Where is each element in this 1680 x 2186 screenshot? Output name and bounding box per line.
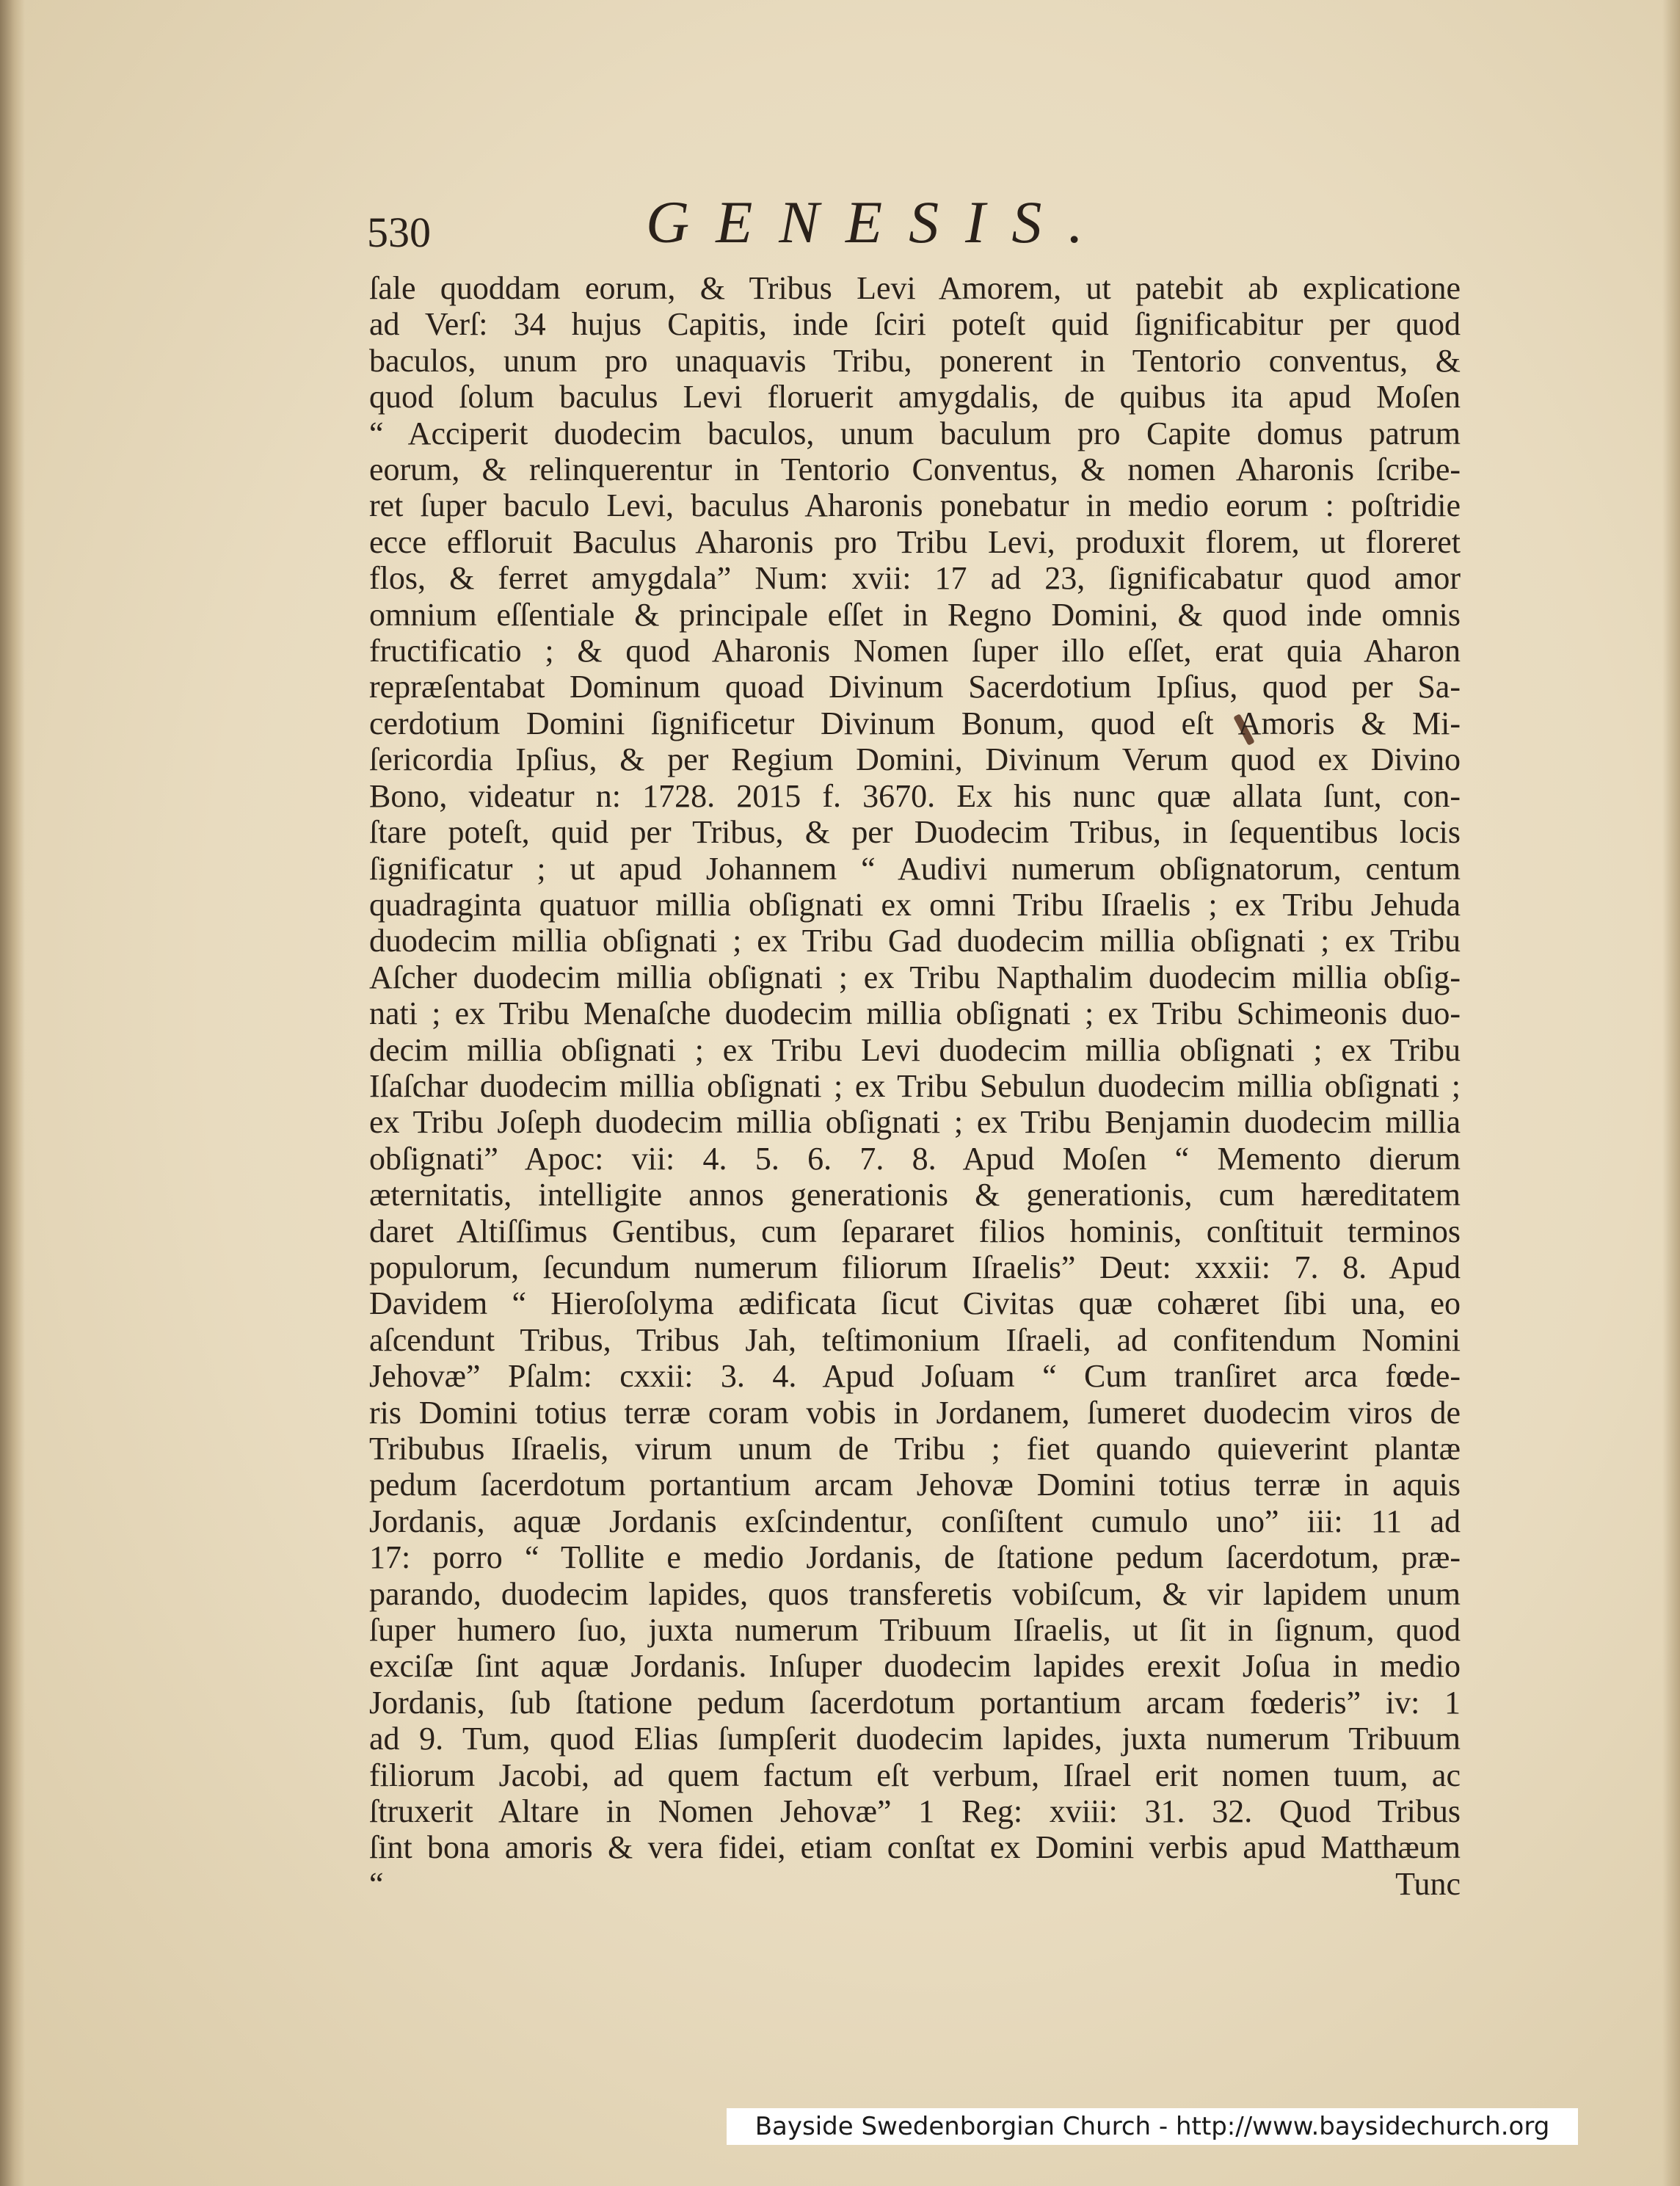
text-line: Jordanis, aquæ Jordanis exſcindentur, conſiſtent cumulo uno” iii: 11 ad [369, 1503, 1461, 1539]
page-number: 530 [367, 208, 431, 256]
text-line: ſint bona amoris & vera fidei, etiam conſtat ex Domini verbis apud Matthæum [369, 1829, 1461, 1866]
text-line: cerdotium Domini ſignificetur Divinum Bonum, quod eſt Amoris & Mi- [369, 705, 1461, 741]
page-edge-shadow [1662, 0, 1680, 2186]
text-line: ſignificatur ; ut apud Johannem “ Audivi numerum obſignatorum, centum [369, 850, 1461, 887]
text-line: quod ſolum baculus Levi floruerit amygdalis, de quibus ita apud Moſen [369, 379, 1461, 415]
text-line: repræſentabat Dominum quoad Divinum Sacerdotium Ipſius, quod per Sa- [369, 669, 1461, 705]
text-line: obſignati” Apoc: vii: 4. 5. 6. 7. 8. Apud Moſen “ Memento dierum [369, 1140, 1461, 1177]
text-line: “ Acciperit duodecim baculos, unum baculum pro Capite domus patrum [369, 415, 1461, 451]
text-line: ret ſuper baculo Levi, baculus Aharonis ponebatur in medio eorum : poſtridie [369, 487, 1461, 524]
text-line: decim millia obſignati ; ex Tribu Levi duodecim millia obſignati ; ex Tribu [369, 1031, 1461, 1068]
text-line: Aſcher duodecim millia obſignati ; ex Tribu Napthalim duodecim millia obſig- [369, 959, 1461, 995]
text-line: ecce effloruit Baculus Aharonis pro Tribu Levi, produxit florem, ut floreret [369, 523, 1461, 560]
text-line: exciſæ ſint aquæ Jordanis. Inſuper duodecim lapides erexit Joſua in medio [369, 1648, 1461, 1685]
text-line: æternitatis, intelligite annos generationis & generationis, cum hæreditatem [369, 1177, 1461, 1213]
text-line: Jordanis, ſub ſtatione pedum ſacerdotum portantium arcam fœderis” iv: 1 [369, 1684, 1461, 1721]
text-line: omnium eſſentiale & principale eſſet in Regno Domini, & quod inde omnis [369, 596, 1461, 633]
text-line: “ Tunc [369, 1865, 1461, 1902]
text-line: filiorum Jacobi, ad quem factum eſt verbum, Iſrael erit nomen tuum, ac [369, 1757, 1461, 1793]
text-line: ex Tribu Joſeph duodecim millia obſignati ; ex Tribu Benjamin duodecim millia [369, 1104, 1461, 1141]
text-line: duodecim millia obſignati ; ex Tribu Gad duodecim millia obſignati ; ex Tribu [369, 923, 1461, 959]
site-watermark: Bayside Swedenborgian Church - http://www.baysidechurch.org [727, 2108, 1578, 2145]
text-line: fructificatio ; & quod Aharonis Nomen ſuper illo eſſet, erat quia Aharon [369, 633, 1461, 669]
text-line: ſericordia Ipſius, & per Regium Domini, Divinum Verum quod ex Divino [369, 741, 1461, 778]
text-line: flos, & ferret amygdala” Num: xvii: 17 ad 23, ſignificabatur quod amor [369, 560, 1461, 597]
text-line: Jehovæ” Pſalm: cxxii: 3. 4. Apud Joſuam “ Cum tranſiret arca fœde- [369, 1358, 1461, 1395]
text-line: ſale quoddam eorum, & Tribus Levi Amorem, ut patebit ab explicatione [369, 270, 1461, 306]
running-head: GENESIS. [646, 189, 1110, 255]
text-line: ad Verſ: 34 hujus Capitis, inde ſciri poteſt quid ſignificabitur per quod [369, 306, 1461, 343]
text-line: nati ; ex Tribu Menaſche duodecim millia obſignati ; ex Tribu Schimeonis duo- [369, 995, 1461, 1032]
text-line: eorum, & relinquerentur in Tentorio Conventus, & nomen Aharonis ſcribe- [369, 451, 1461, 488]
text-line: 17: porro “ Tollite e medio Jordanis, de ſtatione pedum ſacerdotum, præ- [369, 1539, 1461, 1576]
text-line: Iſaſchar duodecim millia obſignati ; ex Tribu Sebulun duodecim millia obſignati ; [369, 1067, 1461, 1104]
text-line: ſuper humero ſuo, juxta numerum Tribuum Iſraelis, ut ſit in ſignum, quod [369, 1612, 1461, 1649]
body-text [369, 270, 1461, 1902]
text-line: ris Domini totius terræ coram vobis in Jordanem, ſumeret duodecim viros de [369, 1394, 1461, 1431]
text-line: Tribubus Iſraelis, virum unum de Tribu ; fiet quando quieverint plantæ [369, 1431, 1461, 1467]
text-line: parando, duodecim lapides, quos transferetis vobiſcum, & vir lapidem unum [369, 1575, 1461, 1612]
text-line: baculos, unum pro unaquavis Tribu, ponerent in Tentorio conventus, & [369, 342, 1461, 379]
text-line: pedum ſacerdotum portantium arcam Jehovæ Domini totius terræ in aquis [369, 1467, 1461, 1503]
text-line: ſtruxerit Altare in Nomen Jehovæ” 1 Reg: xviii: 31. 32. Quod Tribus [369, 1793, 1461, 1830]
text-line: quadraginta quatuor millia obſignati ex omni Tribu Iſraelis ; ex Tribu Jehuda [369, 886, 1461, 923]
text-line: populorum, ſecundum numerum filiorum Iſraelis” Deut: xxxii: 7. 8. Apud [369, 1249, 1461, 1285]
text-line: ad 9. Tum, quod Elias ſumpſerit duodecim lapides, juxta numerum Tribuum [369, 1721, 1461, 1757]
text-line: Davidem “ Hieroſolyma ædificata ſicut Civitas quæ cohæret ſibi una, eo [369, 1285, 1461, 1322]
text-line: ſtare poteſt, quid per Tribus, & per Duodecim Tribus, in ſequentibus locis [369, 814, 1461, 851]
text-line: Bono, videatur n: 1728. 2015 f. 3670. Ex his nunc quæ allata ſunt, con- [369, 777, 1461, 814]
text-line: daret Altiſſimus Gentibus, cum ſepararet filios hominis, conſtituit terminos [369, 1213, 1461, 1249]
text-line: aſcendunt Tribus, Tribus Jah, teſtimonium Iſraeli, ad confitendum Nomini [369, 1321, 1461, 1358]
page-gutter-shadow [0, 0, 25, 2186]
